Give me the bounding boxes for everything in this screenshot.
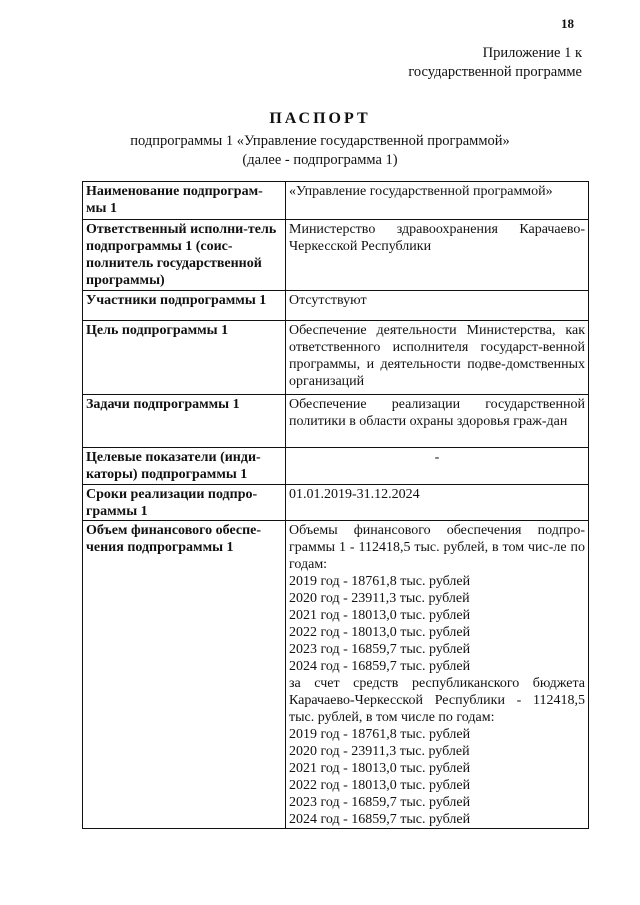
row-value-tasks: Обеспечение реализации государственной политики в области охраны здоровья граж-дан — [286, 395, 589, 448]
finance-year-budget-2021: 2021 год - 18013,0 тыс. рублей — [289, 761, 471, 776]
table-row — [83, 182, 589, 220]
row-value-name: «Управление государственной программой» — [286, 182, 589, 220]
appendix-line-2: государственной программе — [408, 64, 582, 80]
finance-intro: Объемы финансового обеспечения подпро-граммы 1 - 112418,5 тыс. рублей, в том чис-ле по годам: — [289, 523, 585, 572]
table-row — [83, 291, 589, 321]
row-value-participants: Отсутствуют — [286, 291, 589, 321]
passport-table — [82, 181, 589, 829]
row-label-participants: Участники подпрограммы 1 — [83, 291, 286, 321]
table-row — [83, 521, 589, 829]
finance-year-total-2024: 2024 год - 16859,7 тыс. рублей — [289, 659, 471, 674]
document-subtitle — [0, 132, 640, 170]
row-value-finance — [286, 521, 589, 829]
row-value-terms: 01.01.2019-31.12.2024 — [286, 485, 589, 521]
table-row — [83, 220, 589, 291]
row-label-name: Наименование подпрограм-мы 1 — [83, 182, 286, 220]
appendix-line-1: Приложение 1 к — [482, 45, 582, 61]
finance-year-budget-2023: 2023 год - 16859,7 тыс. рублей — [289, 795, 471, 810]
row-value-executor: Министерство здравоохранения Карачаево-Черкесской Республики — [286, 220, 589, 291]
finance-year-total-2023: 2023 год - 16859,7 тыс. рублей — [289, 642, 471, 657]
row-label-goal: Цель подпрограммы 1 — [83, 321, 286, 395]
table-row — [83, 321, 589, 395]
table-row — [83, 395, 589, 448]
table-row — [83, 485, 589, 521]
page-number: 18 — [561, 16, 574, 31]
finance-year-total-2019: 2019 год - 18761,8 тыс. рублей — [289, 574, 471, 589]
finance-budget-intro: за счет средств республиканского бюджета Карачаево-Черкесской Республики - 112418,5 тыс. рублей, в том числе по годам: — [289, 676, 585, 725]
finance-year-total-2021: 2021 год - 18013,0 тыс. рублей — [289, 608, 471, 623]
document-title: ПАСПОРТ — [269, 110, 371, 127]
finance-year-total-2020: 2020 год - 23911,3 тыс. рублей — [289, 591, 470, 606]
table-row — [83, 448, 589, 485]
finance-year-budget-2019: 2019 год - 18761,8 тыс. рублей — [289, 727, 471, 742]
finance-year-budget-2022: 2022 год - 18013,0 тыс. рублей — [289, 778, 471, 793]
row-value-goal: Обеспечение деятельности Министерства, как ответственного исполнителя государст-венной программы, и деятельности подве-домственных организаций — [286, 321, 589, 395]
finance-year-budget-2024: 2024 год - 16859,7 тыс. рублей — [289, 812, 471, 827]
subtitle-line-2: (далее - подпрограмма 1) — [242, 152, 398, 168]
appendix-note — [282, 44, 582, 82]
row-value-indicators: - — [286, 448, 589, 485]
row-label-indicators: Целевые показатели (инди-каторы) подпрограммы 1 — [83, 448, 286, 485]
row-label-tasks: Задачи подпрограммы 1 — [83, 395, 286, 448]
row-label-executor: Ответственный исполни-тель подпрограммы 1 (соис-полнитель государственной программы) — [83, 220, 286, 291]
finance-year-budget-2020: 2020 год - 23911,3 тыс. рублей — [289, 744, 470, 759]
subtitle-line-1: подпрограммы 1 «Управление государственной программой» — [130, 133, 510, 149]
finance-year-total-2022: 2022 год - 18013,0 тыс. рублей — [289, 625, 471, 640]
row-label-finance: Объем финансового обеспе-чения подпрограммы 1 — [83, 521, 286, 829]
row-label-terms: Сроки реализации подпро-граммы 1 — [83, 485, 286, 521]
